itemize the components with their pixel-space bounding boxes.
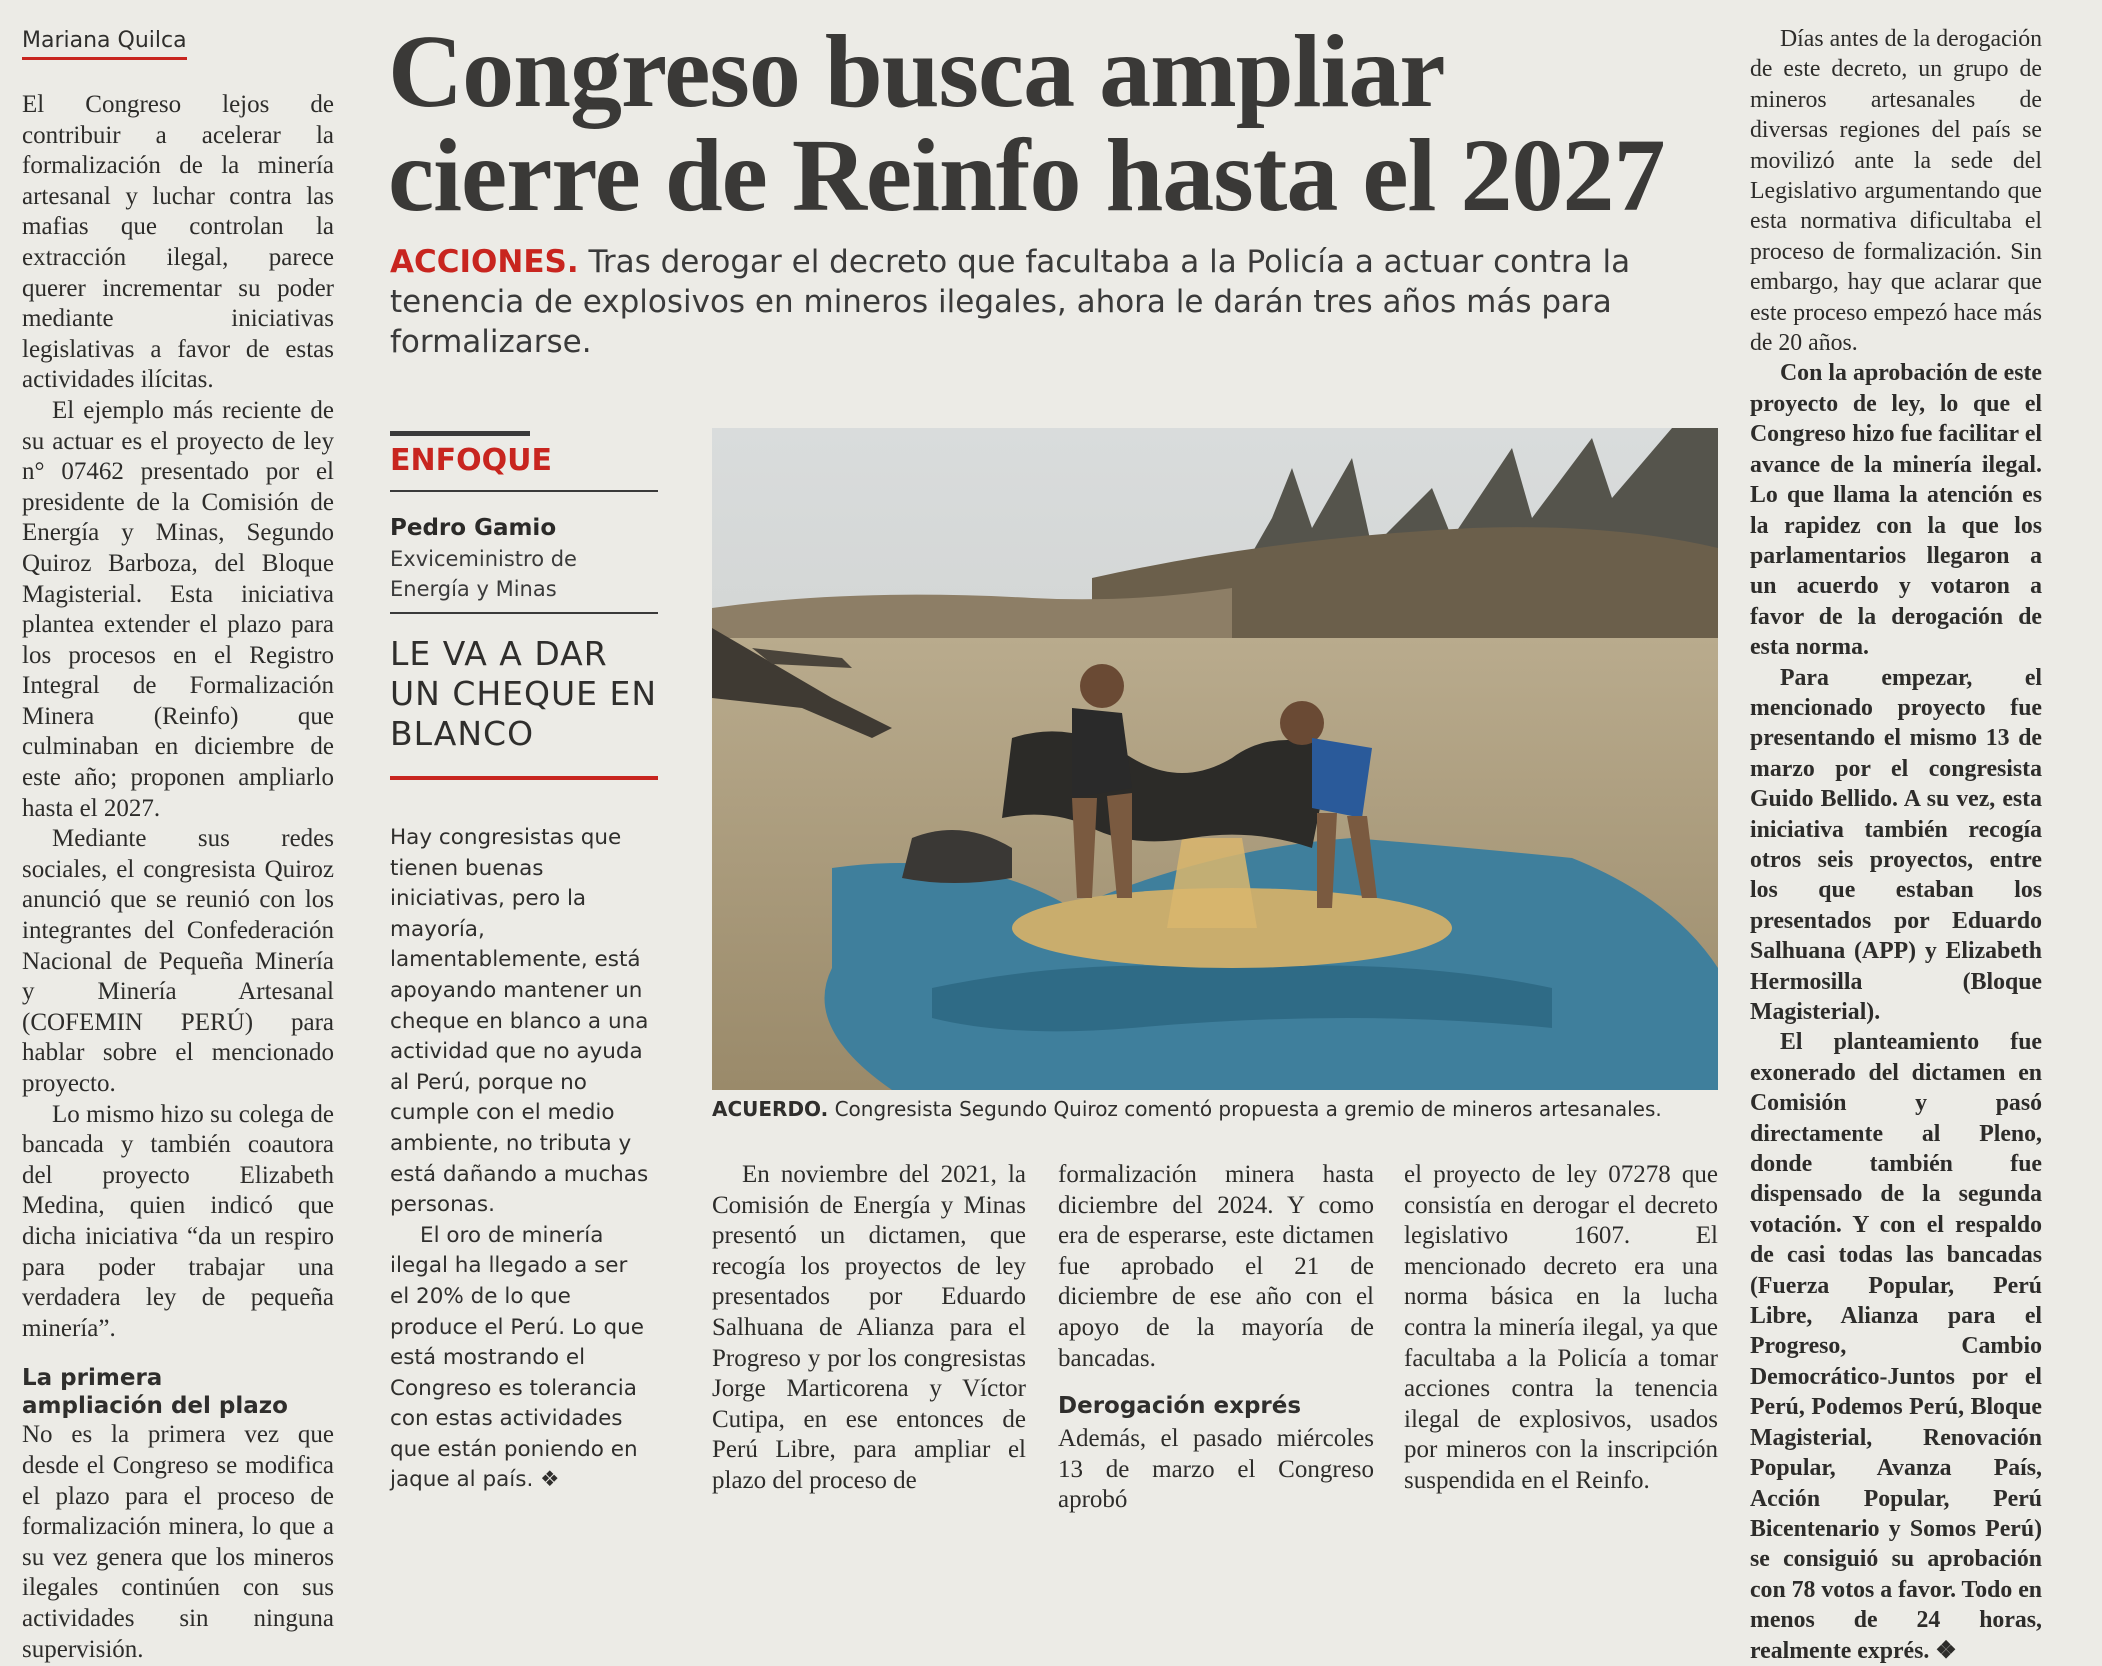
byline: Mariana Quilca	[22, 28, 187, 60]
deck-text: Tras derogar el decreto que facultaba a la Policía a actuar contra la tenencia de explosivos en mineros ilegales, ahora le darán tres años más para formalizarse.	[390, 244, 1631, 360]
article-photo	[712, 428, 1718, 1090]
quote-rule	[390, 776, 658, 780]
col6-paragraph: Días antes de la derogación de este decreto, un grupo de mineros artesanales de diversas regiones del país se movilizó ante la sede del Legislativo argumentando que esta normativa dificultaba el proceso de formalización. Sin embargo, hay que aclarar que este proceso empezó hace más de 20 años.	[1750, 26, 2042, 357]
article-column-5	[1404, 1160, 1718, 1497]
col6-paragraph: El planteamiento fue exonerado del dictamen en Comisión y pasó directamente al Pleno, donde también fue dispensado de la segunda votación. Y con el respaldo de casi todas las bancadas (Fuerza Popular, Perú Libre, Alianza para el Progreso, Cambio Democrático-Juntos por el Perú, Podemos Perú, Bloque Magisterial, Renovación Popular, Avanza País, Acción Popular, Perú Bicentenario y Somos Perú) se consiguió su aprobación con 78 votos a favor. Todo en menos de 24 horas, realmente exprés. ❖	[1750, 1029, 2042, 1664]
caption-label: ACUERDO.	[712, 1097, 829, 1121]
author-role: Exviceministro de Energía y Minas	[390, 547, 577, 601]
col4-paragraph: Además, el pasado miércoles 13 de marzo el Congreso aprobó	[1058, 1425, 1374, 1514]
pull-quote: LE VA A DAR UN CHEQUE EN BLANCO	[390, 634, 658, 753]
photo-miners-illustration	[712, 428, 1718, 1090]
col4-subhead: Derogación exprés	[1058, 1393, 1302, 1420]
deck	[390, 242, 1720, 362]
opinion-text	[390, 823, 652, 1496]
col1-subhead	[22, 1364, 334, 1420]
enfoque-label: ENFOQUE	[390, 443, 552, 478]
col3-paragraph: En noviembre del 2021, la Comisión de Energía y Minas presentó un dictamen, que recogía los proyectos de ley presentados por Eduardo Salhuana de Alianza para el Progreso y por los congresistas Jorge Marticorena y Víctor Cutipa, en ese entonces de Perú Libre, para ampliar el plazo del proceso de	[712, 1161, 1026, 1494]
author-rule	[390, 612, 658, 614]
headline	[388, 14, 1718, 233]
photo-caption	[712, 1097, 1722, 1121]
col1-paragraph: Lo mismo hizo su colega de bancada y también coautora del proyecto Elizabeth Medina, quien indicó que dicha iniciativa “da un respiro para poder trabajar una verdadera ley de pequeña minería”.	[22, 1100, 334, 1342]
col1-paragraph: El ejemplo más reciente de su actuar es el proyecto de ley n° 07462 presentado por el presidente de la Comisión de Energía y Minas, Segundo Quiroz Barboza, del Bloque Magisterial. Esta iniciativa plantea extender el plazo para los procesos en el Registro Integral de Formalización Minera (Reinfo) que culminaban en diciembre de este año; proponen ampliarlo hasta el 2027.	[22, 396, 334, 822]
col1-paragraph: El Congreso lejos de contribuir a acelerar la formalización de la minería artesanal y luchar contra las mafias que controlan la extracción ilegal, parece querer incrementar su poder mediante iniciativas legislativas a favor de estas actividades ilícitas.	[22, 91, 334, 394]
opinion-paragraph: El oro de minería ilegal ha llegado a ser el 20% de lo que produce el Perú. Lo que está mostrando el Congreso es tolerancia con estas actividades que están poniendo en jaque al país. ❖	[390, 1222, 645, 1493]
enfoque-rule	[390, 490, 658, 492]
caption-text: Congresista Segundo Quiroz comentó propuesta a gremio de mineros artesanales.	[828, 1097, 1662, 1121]
col5-paragraph: el proyecto de ley 07278 que consistía en derogar el decreto legislativo 1607. El mencionado decreto era una norma básica en la lucha contra la minería ilegal, ya que facultaba a la Policía a tomar acciones contra la tenencia ilegal de explosivos, usados por mineros con la inscripción suspendida en el Reinfo.	[1404, 1161, 1718, 1494]
col1-paragraph: Mediante sus redes sociales, el congresista Quiroz anunció que se reunió con los integrantes del Confederación Nacional de Pequeña Minería y Minería Artesanal (COFEMIN PERÚ) para hablar sobre el mencionado proyecto.	[22, 825, 334, 1097]
deck-kicker: ACCIONES.	[390, 244, 579, 280]
headline-line-2: cierre de Reinfo hasta el 2027	[388, 118, 1665, 233]
subhead-line-1: La primera	[22, 1365, 163, 1392]
subhead-line-2: ampliación del plazo	[22, 1393, 288, 1420]
col4-paragraph: formalización minera hasta diciembre del 2024. Y como era de esperarse, este dictamen fue aprobado el 21 de diciembre de ese año con el apoyo de la mayoría de bancadas.	[1058, 1161, 1374, 1372]
article-column-6	[1750, 24, 2042, 1666]
enfoque-bar	[390, 431, 530, 436]
article-column-4	[1058, 1160, 1374, 1516]
headline-line-1: Congreso busca ampliar	[388, 14, 1445, 129]
author-name: Pedro Gamio	[390, 515, 557, 541]
col1-paragraph: No es la primera vez que desde el Congreso se modifica el plazo para el proceso de formalización minera, lo que a su vez genera que los mineros ilegales continúen con sus actividades sin ninguna supervisión.	[22, 1421, 334, 1663]
article-column-3	[712, 1160, 1026, 1497]
article-column-1	[22, 90, 334, 1665]
col6-paragraph: Con la aprobación de este proyecto de ley, lo que el Congreso hizo fue facilitar el avance de la minería ilegal. Lo que llama la atención es la rapidez con la que los parlamentarios llegaron a un acuerdo y votaron a favor de la derogación de esta norma.	[1750, 360, 2042, 661]
col6-paragraph: Para empezar, el mencionado proyecto fue presentando el mismo 13 de marzo por el congresista Guido Bellido. A su vez, esta iniciativa también recogía otros seis proyectos, entre los que estaban los presentados por Eduardo Salhuana (APP) y Elizabeth Hermosilla (Bloque Magisterial).	[1750, 664, 2042, 1025]
opinion-paragraph: Hay congresistas que tienen buenas iniciativas, pero la mayoría, lamentablemente, está apoyando mantener un cheque en blanco a una actividad que no ayuda al Perú, porque no cumple con el medio ambiente, no tributa y está dañando a muchas personas.	[390, 825, 649, 1218]
